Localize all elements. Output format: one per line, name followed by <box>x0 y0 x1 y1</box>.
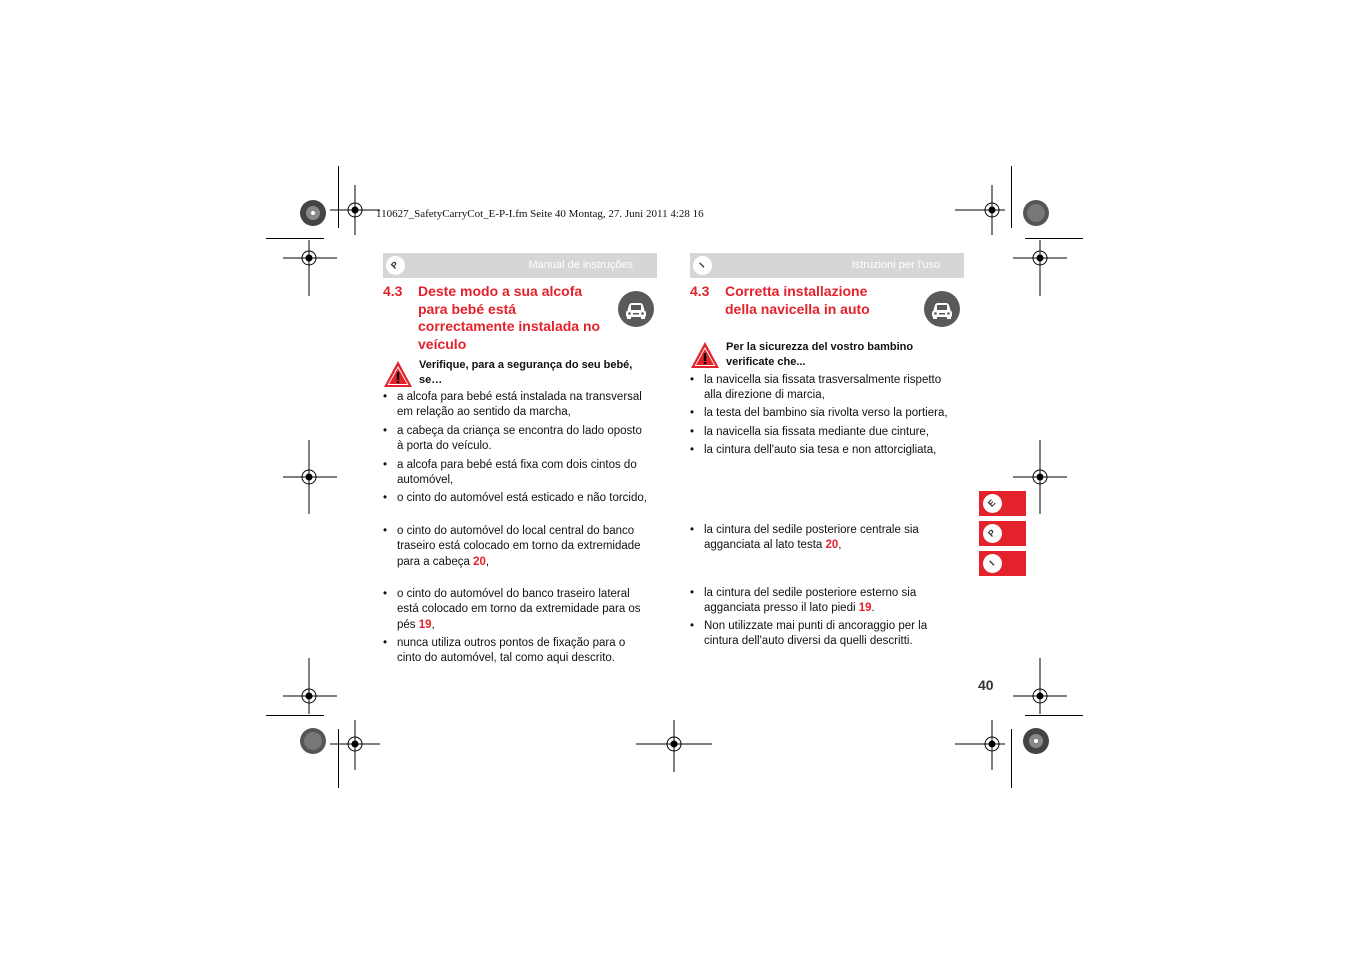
car-front-icon <box>618 291 654 327</box>
bullet-dot: • <box>383 525 388 537</box>
language-badge: P <box>386 256 405 275</box>
section-title: Deste modo a sua alcofa para bebé está correctamente instalada no veículo <box>418 283 601 352</box>
warning-triangle-icon <box>690 341 720 369</box>
list-item-text: a alcofa para bebé está fixa com dois cintos do automóvel, <box>397 459 637 487</box>
header-label: Istruzioni per l'uso <box>851 259 940 271</box>
section-number: 4.3 <box>690 283 710 299</box>
warning-text: Per la sicurezza del vostro bambino verificate che... <box>726 341 914 368</box>
bullet-dot: • <box>383 459 388 471</box>
bullet-dot: • <box>690 524 695 536</box>
list-item-text: o cinto do automóvel está esticado e não torcido, <box>397 492 647 504</box>
list-item-text: la navicella sia fissata trasversalmente rispetto alla direzione di marcia, <box>704 374 942 402</box>
bullet-dot: • <box>690 444 695 456</box>
list-item-text: Non utilizzate mai punti di ancoraggio per la cintura dell'auto diversi da quelli descritti. <box>704 620 928 648</box>
list-item-text: la cintura dell'auto sia tesa e non attorcigliata, <box>704 444 937 456</box>
list-item-text: a cabeça da criança se encontra do lado oposto à porta do veículo. <box>397 425 642 453</box>
list-item-text: la testa del bambino sia rivolta verso la portiera, <box>704 407 948 419</box>
bullet-dot: • <box>383 588 388 600</box>
section-title: Corretta installazione della navicella in auto <box>725 283 870 317</box>
warning-triangle-icon <box>383 360 413 388</box>
language-badge: I <box>693 256 712 275</box>
section-number: 4.3 <box>383 283 403 299</box>
section-heading-it <box>690 283 920 323</box>
bullet-dot: • <box>383 637 388 649</box>
header-label: Manual de instruções <box>528 259 633 271</box>
list-item-text: a alcofa para bebé está instalada na transversal em relação ao sentido da marcha, <box>397 391 642 419</box>
header-band-it <box>690 253 964 278</box>
reference-number: 19 <box>858 602 872 615</box>
bullet-dot: • <box>690 587 695 599</box>
list-item-text: nunca utiliza outros pontos de fixação para o cinto do automóvel, tal como aqui descrito. <box>397 637 626 665</box>
bullet-dot: • <box>690 374 695 386</box>
bullet-dot: • <box>383 492 388 504</box>
file-info-line: 110627_SafetyCarryCot_E-P-I.fm Seite 40 Montag, 27. Juni 2011 4:28 16 <box>376 208 704 220</box>
list-item-text: o cinto do automóvel do local central do banco traseiro está colocado em torno da extremidade para a cabeça 20, <box>397 525 641 568</box>
language-tab-i[interactable]: I <box>979 551 1026 576</box>
reference-number: 19 <box>418 618 432 631</box>
bullet-dot: • <box>690 426 695 438</box>
list-item-text: o cinto do automóvel do banco traseiro lateral está colocado em torno da extremidade para os pés 19, <box>397 588 641 631</box>
page-number: 40 <box>978 677 994 693</box>
language-tab-e[interactable]: E <box>979 491 1026 516</box>
section-heading-pt <box>383 283 613 355</box>
bullet-dot: • <box>383 425 388 437</box>
language-tab-p[interactable]: P <box>979 521 1026 546</box>
warning-text: Verifique, para a segurança do seu bebé, se… <box>419 359 633 386</box>
list-item-text: la navicella sia fissata mediante due cinture, <box>704 426 930 438</box>
reference-number: 20 <box>473 555 486 568</box>
bullet-dot: • <box>690 620 695 632</box>
header-band-pt <box>383 253 657 278</box>
reference-number: 20 <box>825 539 839 552</box>
car-front-icon <box>924 291 960 327</box>
bullet-dot: • <box>383 391 388 403</box>
bullet-dot: • <box>690 407 695 419</box>
list-item-text: la cintura del sedile posteriore centrale sia agganciata al lato testa 20, <box>704 524 919 552</box>
list-item-text: la cintura del sedile posteriore esterno sia agganciata presso il lato piedi 19. <box>704 587 917 615</box>
